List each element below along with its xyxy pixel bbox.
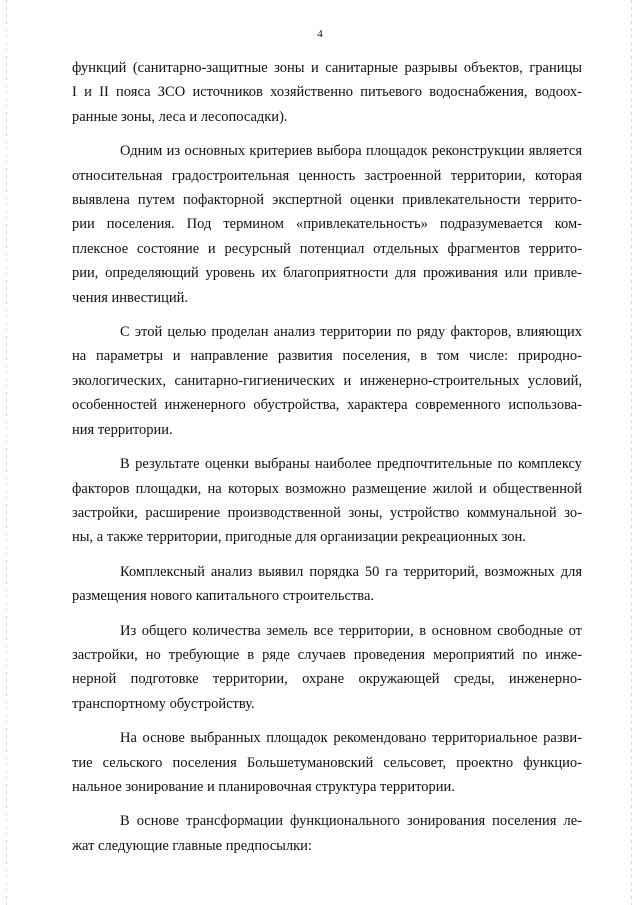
text-line: В основе трансформации функционального зонирования поселения ле-: [120, 813, 582, 830]
text-line: Из общего количества земель все территории, в основном свободные от: [120, 622, 582, 639]
text-line: ранные зоны, леса и лесопосадки).: [72, 108, 288, 125]
scan-edge-left: [6, 0, 7, 905]
body-text: [72, 56, 582, 868]
text-line: ния территории.: [72, 421, 173, 438]
text-line: чения инвестиций.: [72, 289, 189, 306]
page-number: 4: [317, 28, 323, 40]
text-line: застройки, но требующие в ряде случаев проведения мероприятий по инже-: [72, 646, 582, 663]
text-line: жат следующие главные предпосылки:: [72, 837, 312, 854]
text-line: застройки, расширение производственной зоны, устройство коммунальной зо-: [72, 504, 582, 521]
paragraph: [72, 619, 582, 717]
text-line: плексное состояние и ресурсный потенциал отдельных фрагментов террито-: [72, 240, 582, 257]
text-line: Комплексный анализ выявил порядка 50 га территорий, возможных для: [120, 563, 582, 580]
text-line: нальное зонирование и планировочная структура территории.: [72, 778, 455, 795]
paragraph: [72, 560, 582, 609]
text-line: рии, определяющий уровень их благоприятности для проживания или привле-: [72, 265, 582, 282]
scan-edge-right: [631, 0, 632, 905]
paragraph: [72, 56, 582, 129]
paragraph: [72, 320, 582, 442]
text-line: ны, а также территории, пригодные для организации рекреационных зон.: [72, 529, 526, 546]
text-line: I и II пояса ЗСО источников хозяйственно питьевого водоснабжения, водоох-: [72, 84, 582, 101]
paragraph: [72, 139, 582, 310]
text-line: функций (санитарно-защитные зоны и санитарные разрывы объектов, границы: [72, 60, 582, 76]
paragraph: [72, 452, 582, 550]
text-line: на параметры и направление развития поселения, в том числе: природно-: [72, 348, 582, 365]
text-line: рии поселения. Под термином «привлекательность» подразумевается ком-: [72, 216, 582, 233]
text-line: выявлена путем пофакторной экспертной оценки привлекательности террито-: [72, 192, 582, 209]
text-line: экологических, санитарно-гигиенических и инженерно-строительных условий,: [72, 372, 582, 389]
paragraph: [72, 726, 582, 799]
text-line: особенностей инженерного обустройства, характера современного использова-: [72, 397, 582, 414]
text-line: факторов площадки, на которых возможно размещение жилой и общественной: [72, 480, 582, 497]
text-line: На основе выбранных площадок рекомендовано территориальное разви-: [120, 730, 582, 747]
text-line: нерной подготовке территории, охране окружающей среды, инженерно-: [72, 671, 582, 688]
paragraph: [72, 809, 582, 858]
text-line: С этой целью проделан анализ территории по ряду факторов, влияющих: [120, 324, 582, 341]
text-line: размещения нового капитального строительства.: [72, 588, 375, 605]
text-line: В результате оценки выбраны наиболее предпочтительные по комплексу: [120, 456, 582, 473]
text-line: транспортному обустройству.: [72, 695, 255, 712]
text-line: относительная градостроительная ценность застроенной территории, которая: [72, 167, 582, 184]
text-line: тие сельского поселения Большетумановский сельсовет, проектно функцио-: [72, 754, 582, 771]
text-line: Одним из основных критериев выбора площадок реконструкции является: [120, 143, 582, 160]
